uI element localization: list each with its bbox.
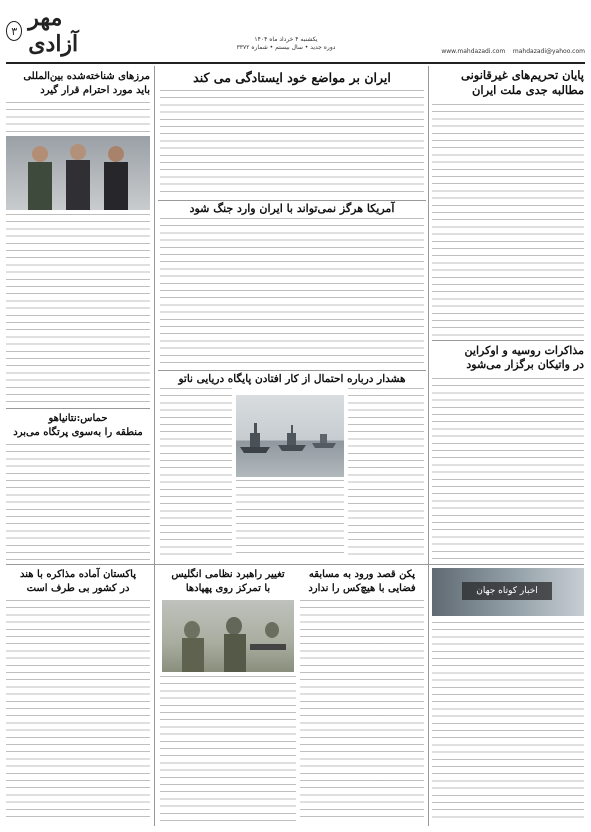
column-divider — [428, 66, 429, 826]
headline-iran-positions: ایران بر مواضع خود ایستادگی می کند — [193, 70, 391, 85]
article-body-nato-right — [348, 388, 424, 558]
headline-pakistan: پاکستان آماده مذاکره با هند در کشور بی طرف است — [20, 569, 136, 594]
site-info — [385, 48, 585, 55]
issue-line: دوره جدید • سال بیستم • شماره ۳۳۷۲ — [236, 44, 336, 51]
section-divider — [6, 564, 584, 565]
article-body-uk-drones — [160, 676, 296, 822]
article-body-iran-positions — [160, 90, 424, 198]
column-divider — [154, 66, 155, 826]
masthead — [6, 6, 585, 62]
section-divider — [432, 340, 584, 341]
world-news-banner — [432, 568, 584, 616]
section-divider — [158, 200, 426, 201]
headline-space-race: پکن قصد ورود به مسابقه فضایی با هیچ‌کس را ندارد — [308, 569, 416, 594]
officials-illustration — [6, 136, 150, 210]
article-body-nato-left — [160, 388, 232, 558]
site-url[interactable]: www.mahdazadi.com — [441, 48, 506, 55]
masthead-rule — [6, 62, 585, 64]
headline-uk-drones: تغییر راهبرد نظامی انگلیس با تمرکز روی پهپادها — [171, 569, 285, 594]
article-body-us-war — [160, 218, 424, 368]
world-news-title: اخبار کوتاه جهان — [462, 582, 552, 600]
logo-text: مهر آزادی — [28, 5, 79, 57]
world-news-body — [432, 622, 584, 822]
warships-photo — [236, 395, 344, 477]
article-body-nato-mid — [236, 480, 344, 558]
page-number: ٣ — [6, 21, 22, 41]
headline-nato: هشدار درباره احتمال از کار افتادن پایگاه دریایی ناتو — [178, 373, 406, 385]
article-body-iraq-intro — [6, 102, 150, 132]
headline-hamas: حماس:نتانیاهو منطقه را به‌سوی پرتگاه می‌برد — [13, 413, 143, 438]
soldiers-illustration — [162, 600, 294, 672]
site-email[interactable]: mahdazadi@yahoo.com — [512, 48, 585, 55]
issue-info — [191, 36, 381, 52]
headline-us-war: آمریکا هرگز نمی‌تواند با ایران وارد جنگ شود — [189, 202, 395, 215]
article-body-russia-ukraine — [432, 378, 584, 560]
article-body-hamas — [6, 444, 150, 560]
article-body-pakistan — [6, 600, 150, 822]
date-line: یکشنبه ۴ خرداد ماه ۱۴۰۴ — [254, 36, 318, 43]
soldiers-drone-photo — [162, 600, 294, 672]
article-body-sanctions — [432, 104, 584, 336]
newspaper-logo — [6, 6, 101, 56]
headline-iraq-borders: مرزهای شناخته‌شده بین‌المللی باید مورد احترام قرار گیرد — [23, 71, 150, 96]
article-body-iraq-borders — [6, 214, 150, 404]
warships-illustration — [236, 395, 344, 477]
section-divider — [158, 370, 426, 371]
article-body-space-race — [300, 600, 424, 822]
section-divider — [6, 408, 150, 409]
headline-russia-ukraine: مذاکرات روسیه و اوکراین در واتیکان برگزار می‌شود — [464, 344, 584, 371]
headline-sanctions: پایان تحریم‌های غیرقانونی مطالبه جدی ملت ایران — [460, 68, 584, 97]
officials-meeting-photo — [6, 136, 150, 210]
